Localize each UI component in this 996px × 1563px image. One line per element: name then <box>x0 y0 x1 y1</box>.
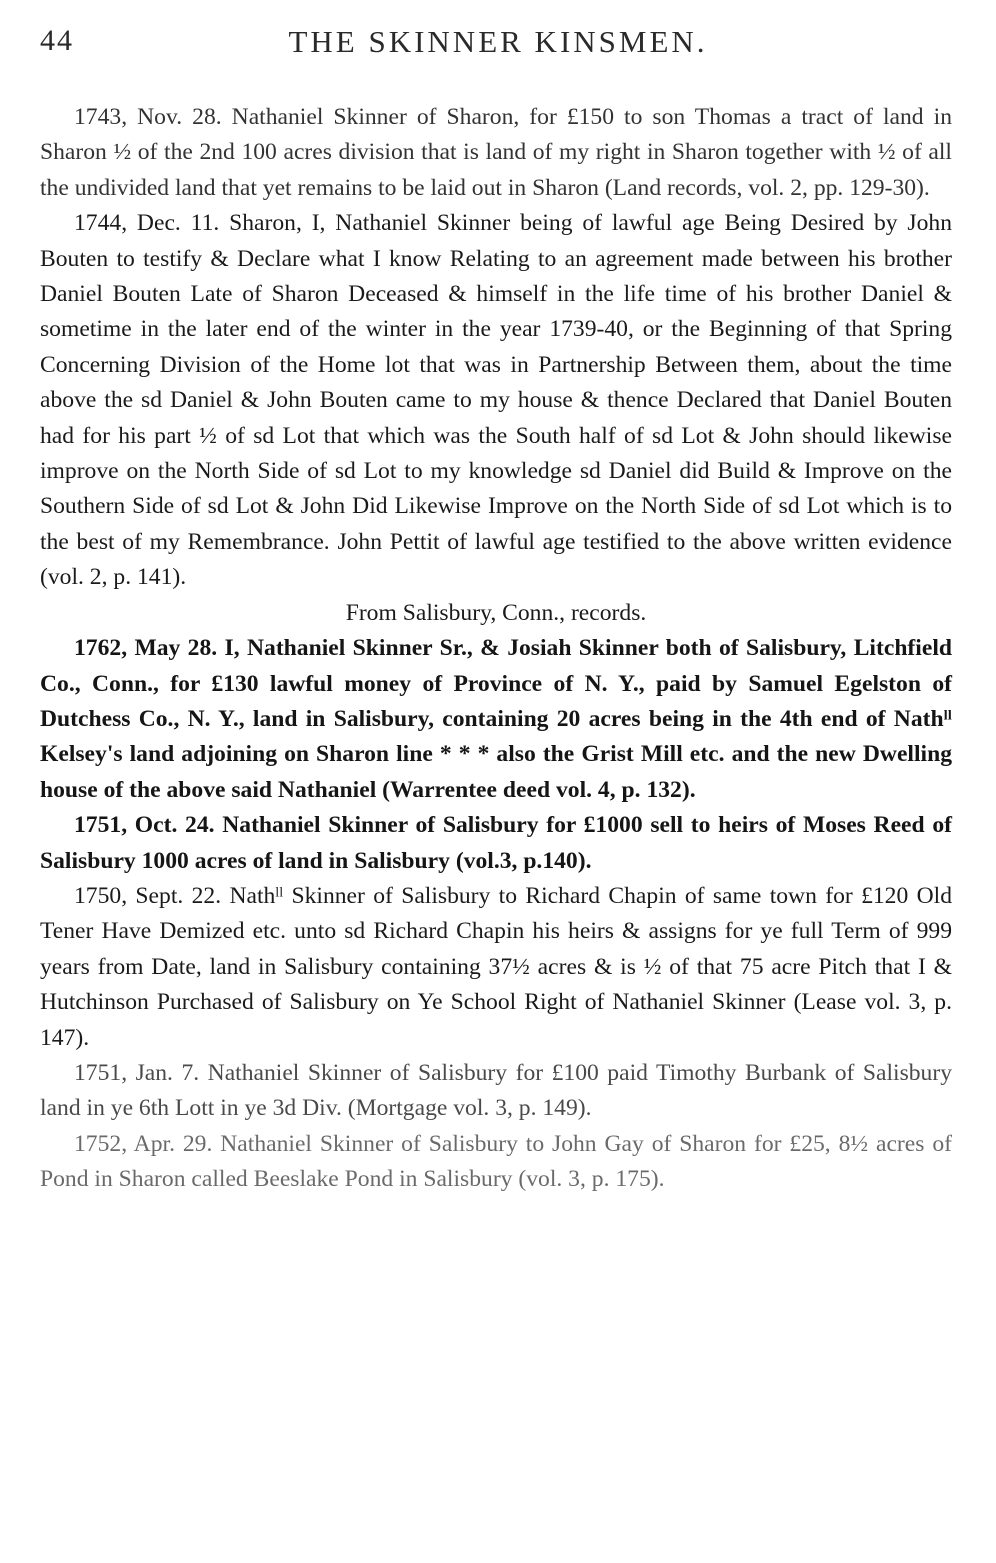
section-heading: From Salisbury, Conn., records. <box>345 599 647 626</box>
entry-1751-jan-mortgage: 1751, Jan. 7. Nathaniel Skinner of Salisbury for £100 paid Timothy Burbank of Salisbury land in ye 6th Lott in ye 3d Div. (Mortgage vol. 3, p. 149). <box>40 1059 952 1122</box>
entry-1751-oct-sale: 1751, Oct. 24. Nathaniel Skinner of Salisbury for £1000 sell to heirs of Moses Reed of Salisbury 1000 acres of land in Salisbury (vol.3, p.140). <box>40 812 952 874</box>
entry-1750-lease: 1750, Sept. 22. Nathˡˡ Skinner of Salisbury to Richard Chapin of same town for £120 Old Tener Have Demized etc. unto sd Richard Chapin his heirs & assigns for ye full Term of 999 years from Date, land in Salisbury containing 37½ acres & is ½ of that 75 acre Pitch that I & Hutchinson Purchased of Salisbury on Ye School Right of Nathaniel Skinner (Lease vol. 3, p. 147). <box>40 882 952 1051</box>
page-body <box>40 100 952 1198</box>
page-number: 44 <box>40 24 74 57</box>
page-header <box>40 22 956 66</box>
entry-1762-deed: 1762, May 28. I, Nathaniel Skinner Sr., & Josiah Skinner both of Salisbury, Litchfield Co., Conn., for £130 lawful money of Province of N. Y., paid by Samuel Egelston of Dutchess Co., N. Y., land in Salisbury, containing 20 acres being in the 4th end of Nathˡˡ Kelsey's land adjoining on Sharon line * * * also the Grist Mill etc. and the new Dwelling house of the above said Nathaniel (Warrentee deed vol. 4, p. 132). <box>40 635 952 803</box>
running-head: THE SKINNER KINSMEN. <box>288 24 708 59</box>
entry-1752-pond: 1752, Apr. 29. Nathaniel Skinner of Salisbury to John Gay of Sharon for £25, 8½ acres of Pond in Sharon called Beeslake Pond in Salisbury (vol. 3, p. 175). <box>40 1130 952 1193</box>
entry-1744-testimony: 1744, Dec. 11. Sharon, I, Nathaniel Skinner being of lawful age Being Desired by John Bouten to testify & Declare what I know Relating to an agreement made between his brother Daniel Bouten Late of Sharon Deceased & himself in the life time of his brother Daniel & sometime in the later end of the winter in the year 1739-40, or the Beginning of that Spring Concerning Division of the Home lot that was in Partnership Between them, about the time above the sd Daniel & John Bouten came to my house & thence Declared that Daniel Bouten had for his part ½ of sd Lot that which was the South half of sd Lot & John should likewise improve on the North Side of sd Lot to my knowledge sd Daniel did Build & Improve on the Southern Side of sd Lot & John Did Likewise Improve on the North Side of sd Lot which is to the best of my Remembrance. John Pettit of lawful age testified to the above written evidence (vol. 2, p. 141). <box>40 210 952 591</box>
entry-1743-deed: 1743, Nov. 28. Nathaniel Skinner of Sharon, for £150 to son Thomas a tract of land in Sharon ½ of the 2nd 100 acres division that is land of my right in Sharon together with ½ of all the undivided land that yet remains to be laid out in Sharon (Land records, vol. 2, pp. 129-30). <box>40 104 952 201</box>
